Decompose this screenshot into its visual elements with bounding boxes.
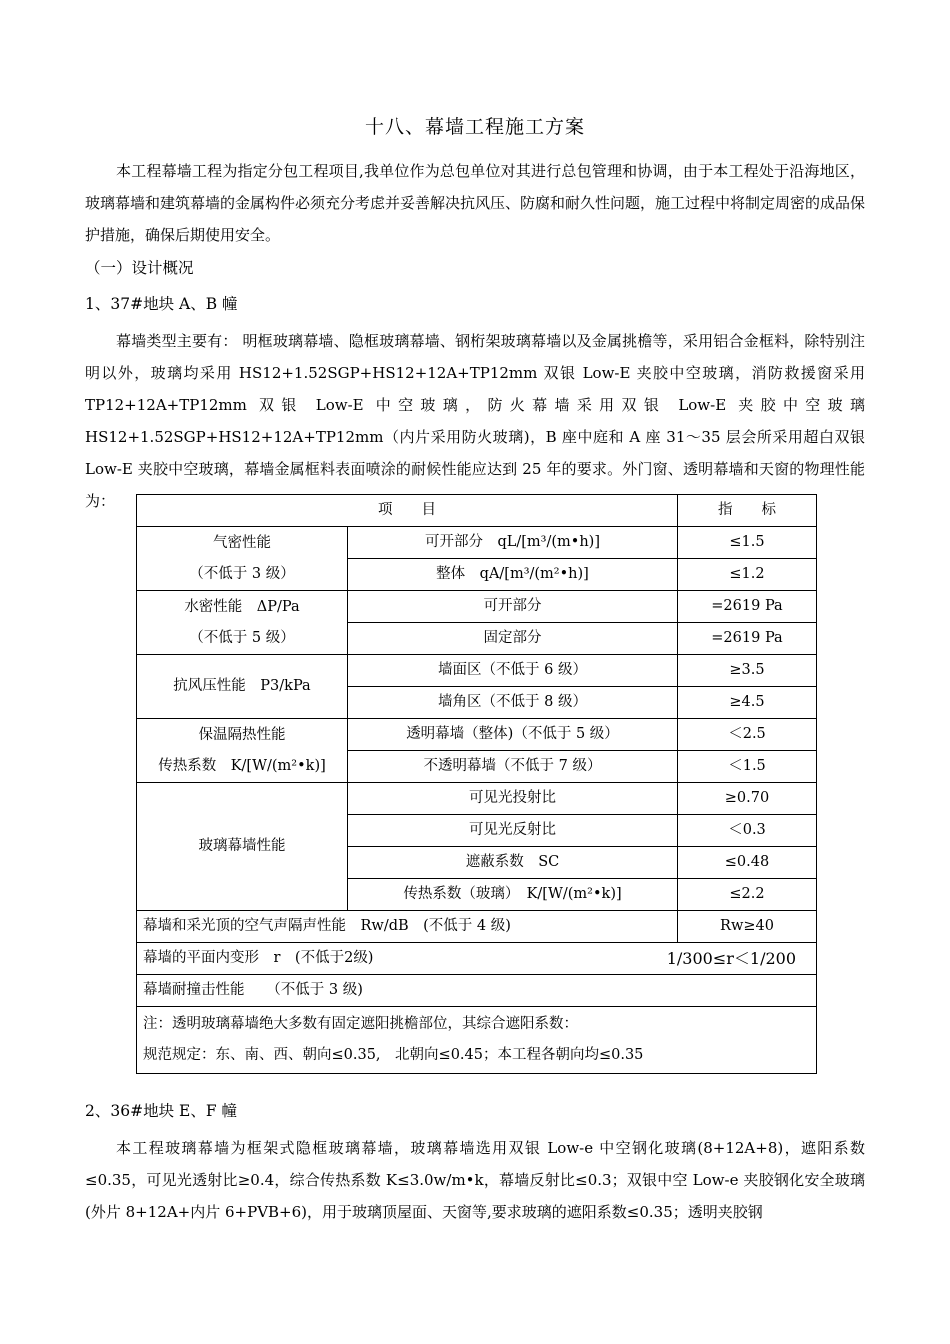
table-cell: Rw≥40 bbox=[678, 911, 817, 943]
table-row bbox=[137, 975, 817, 1007]
deformation-row-cell bbox=[137, 943, 817, 975]
table-row bbox=[137, 783, 817, 815]
intro-paragraph: 本工程幕墙工程为指定分包工程项目,我单位作为总包单位对其进行总包管理和协调，由于本工程处于沿海地区，玻璃幕墙和建筑幕墙的金属构件必须充分考虑并妥善解决抗风压、防腐和耐久性问题，施工过程中将制定周密的成品保护措施，确保后期使用安全。 bbox=[85, 162, 866, 244]
header-item: 项 目 bbox=[137, 495, 678, 527]
table-cell: 整体 qA/[m³/(m²•h)] bbox=[348, 559, 678, 591]
page-title: 十八、幕墙工程施工方案 bbox=[364, 116, 585, 138]
table-cell: 幕墙耐撞击性能 （不低于 3 级) bbox=[137, 975, 817, 1007]
deformation-value: 1/300≤r＜1/200 bbox=[666, 949, 796, 968]
table-cell: ＜1.5 bbox=[678, 751, 817, 783]
table-cell: =2619 Pa bbox=[678, 623, 817, 655]
table-cell: ≤1.5 bbox=[678, 527, 817, 559]
table-row bbox=[137, 719, 817, 751]
table-row bbox=[137, 527, 817, 559]
table-cell: 不透明幕墙（不低于 7 级） bbox=[348, 751, 678, 783]
table-row bbox=[137, 943, 817, 975]
table-cell: 可开部分 qL/[m³/(m•h)] bbox=[348, 527, 678, 559]
table-cell: ≤2.2 bbox=[678, 879, 817, 911]
table-note-row bbox=[137, 1007, 817, 1074]
table-cell: ≤1.2 bbox=[678, 559, 817, 591]
table-cell: =2619 Pa bbox=[678, 591, 817, 623]
table-row bbox=[137, 655, 817, 687]
table-cell: ≤0.48 bbox=[678, 847, 817, 879]
table-cell: ≥4.5 bbox=[678, 687, 817, 719]
table-row bbox=[137, 911, 817, 943]
table-cell: 墙角区（不低于 8 级） bbox=[348, 687, 678, 719]
thermal-label: 保温隔热性能 传热系数 K/[W/(m²•k)] bbox=[137, 719, 348, 783]
wind-pressure-label: 抗风压性能 P3/kPa bbox=[137, 655, 348, 719]
table-cell: 墙面区（不低于 6 级） bbox=[348, 655, 678, 687]
airtightness-label: 气密性能 （不低于 3 级） bbox=[137, 527, 348, 591]
table-cell: 遮蔽系数 SC bbox=[348, 847, 678, 879]
table-cell: 透明幕墙（整体)（不低于 5 级） bbox=[348, 719, 678, 751]
section-heading-design-overview: （一）设计概况 bbox=[85, 259, 194, 277]
table-cell: 幕墙和采光顶的空气声隔声性能 Rw/dB (不低于 4 级) bbox=[137, 911, 678, 943]
table-cell: 可见光投射比 bbox=[348, 783, 678, 815]
table-note: 注：透明玻璃幕墙绝大多数有固定遮阳挑檐部位，其综合遮阳系数： 规范规定：东、南、西、朝向≤0.35, 北朝向≤0.45；本工程各朝向均≤0.35 bbox=[137, 1007, 817, 1074]
table-cell: ≥3.5 bbox=[678, 655, 817, 687]
curtain-wall-types-paragraph: 幕墙类型主要有： 明框玻璃幕墙、隐框玻璃幕墙、钢桁架玻璃幕墙以及金属挑檐等，采用铝合金框料，除特别注明以外，玻璃均采用 HS12+1.52SGP+HS12+12A+TP12mm 双银 Low-E 夹胶中空玻璃，消防救援窗采用 TP12+12A+TP12mm 双银 Low-E 中空玻璃，防火幕墙采用双银 Low-E 夹胶中空玻璃 HS12+1.52SGP+HS12+12A+TP12mm（内片采用防火玻璃)，B 座中庭和 A 座 31～35 层会所采用超白双银 Low-E 夹胶中空玻璃，幕墙金属框料表面喷涂的耐候性能应达到 25 年的要求。外门窗、透明幕墙和天窗的物理性能为： bbox=[85, 332, 865, 510]
table-header-row bbox=[137, 495, 817, 527]
table-cell: 可开部分 bbox=[348, 591, 678, 623]
watertightness-label: 水密性能 ΔP/Pa （不低于 5 级） bbox=[137, 591, 348, 655]
table-cell: ≥0.70 bbox=[678, 783, 817, 815]
table-cell: 固定部分 bbox=[348, 623, 678, 655]
glass-performance-label: 玻璃幕墙性能 bbox=[137, 783, 348, 911]
deformation-item: 幕墙的平面内变形 r (不低于2级) bbox=[143, 950, 374, 966]
table-cell: ＜2.5 bbox=[678, 719, 817, 751]
subheading-plot-36: 2、36#地块 E、F 幢 bbox=[85, 1102, 237, 1120]
performance-table bbox=[136, 494, 817, 1074]
table-cell: 可见光反射比 bbox=[348, 815, 678, 847]
plot-36-paragraph: 本工程玻璃幕墙为框架式隐框玻璃幕墙，玻璃幕墙选用双银 Low-e 中空钢化玻璃(8+12A+8)，遮阳系数≤0.35，可见光透射比≥0.4，综合传热系数 K≤3.0w/m•k，幕墙反射比≤0.3；双银中空 Low-e 夹胶钢化安全玻璃(外片 8+12A+内片 6+PVB+6)，用于玻璃顶屋面、天窗等,要求玻璃的遮阳系数≤0.35；透明夹胶钢 bbox=[85, 1139, 865, 1221]
table-row bbox=[137, 591, 817, 623]
table-cell: ＜0.3 bbox=[678, 815, 817, 847]
header-index: 指 标 bbox=[678, 495, 817, 527]
subheading-plot-37: 1、37#地块 A、B 幢 bbox=[85, 295, 238, 313]
table-cell: 传热系数（玻璃） K/[W/(m²•k)] bbox=[348, 879, 678, 911]
